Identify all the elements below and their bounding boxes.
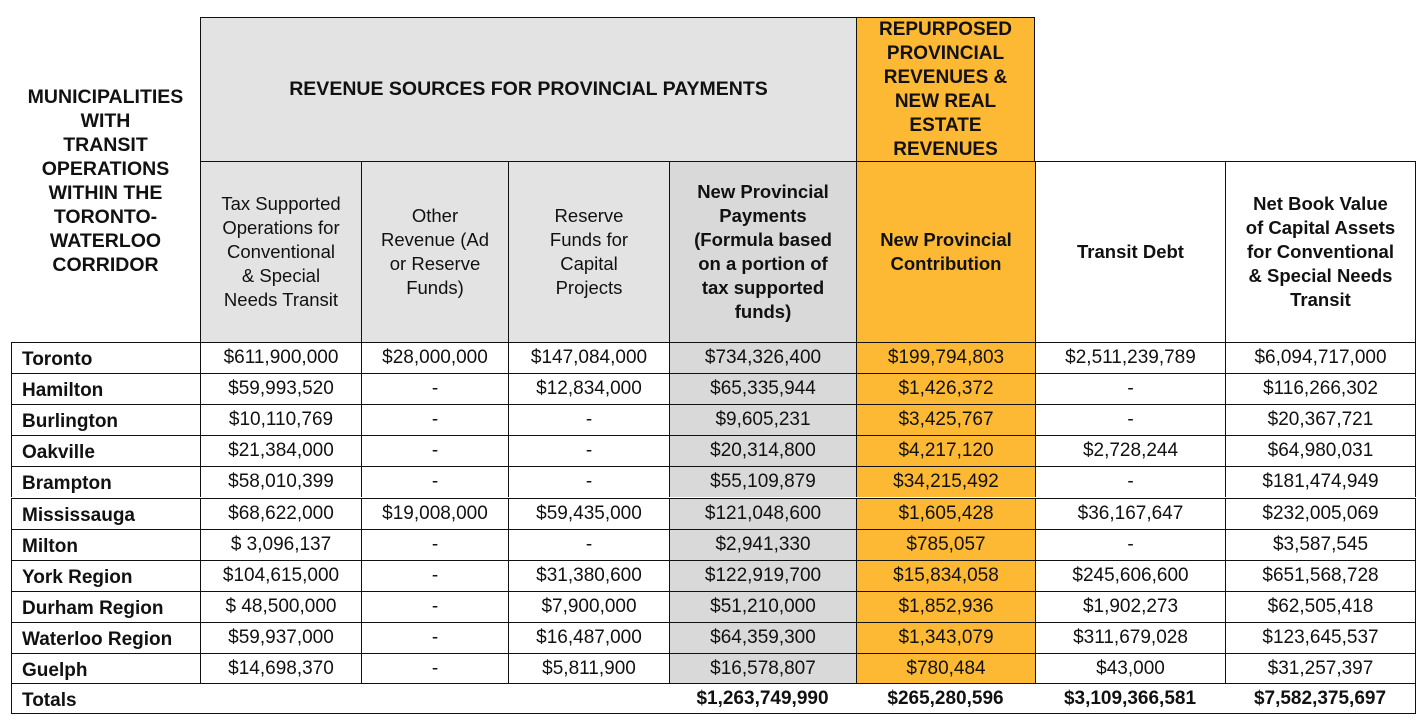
totals-blank — [200, 683, 669, 714]
table-cell-reserve_funds: $5,811,900 — [508, 653, 669, 684]
group-header-repurposed — [856, 17, 1035, 161]
header-line: funds) — [734, 301, 792, 322]
total-net_book_value: $7,582,375,697 — [1225, 683, 1416, 714]
row-label: Hamilton — [11, 373, 200, 404]
header-line: Needs Transit — [223, 289, 339, 310]
column-header-new_prov_contribution — [856, 161, 1035, 342]
column-header-transit_debt — [1035, 161, 1225, 342]
row-label: Brampton — [11, 466, 200, 497]
table-cell-other_revenue: - — [361, 373, 508, 404]
row-label: Milton — [11, 529, 200, 560]
row-label: Guelph — [11, 653, 200, 684]
header-line: Funds) — [406, 277, 464, 298]
table-cell-reserve_funds: - — [508, 404, 669, 435]
table-cell-other_revenue: - — [361, 435, 508, 466]
header-line: & Special Needs — [1248, 265, 1393, 286]
header-line: New Provincial — [880, 229, 1012, 250]
table-cell-net_book_value: $6,094,717,000 — [1225, 342, 1416, 373]
header-line: on a portion of — [698, 253, 828, 274]
header-line: Operations for — [222, 217, 340, 238]
table-cell-tax_supported: $ 48,500,000 — [200, 591, 361, 622]
header-line: WITHIN THE — [48, 182, 163, 204]
table-cell-new_prov_payments: $2,941,330 — [669, 529, 856, 560]
total-new_prov_payments: $1,263,749,990 — [669, 683, 856, 714]
header-line: (Formula based — [694, 229, 832, 250]
table-cell-net_book_value: $20,367,721 — [1225, 404, 1416, 435]
table-cell-new_prov_contribution: $1,852,936 — [856, 591, 1035, 622]
row-label: Durham Region — [11, 591, 200, 622]
header-text — [28, 85, 184, 277]
column-header-reserve_funds — [508, 161, 669, 342]
header-line: REPURPOSED — [878, 18, 1013, 40]
header-line: Revenue (Ad — [381, 229, 489, 250]
header-text — [1077, 240, 1184, 264]
table-cell-transit_debt: $1,902,273 — [1035, 591, 1225, 622]
header-line: Reserve — [554, 205, 624, 226]
row-label: Toronto — [11, 342, 200, 373]
header-line: Contribution — [890, 253, 1002, 274]
header-text — [880, 228, 1012, 276]
table-cell-net_book_value: $123,645,537 — [1225, 622, 1416, 653]
table-cell-reserve_funds: $31,380,600 — [508, 560, 669, 591]
table-cell-new_prov_payments: $64,359,300 — [669, 622, 856, 653]
header-line: WATERLOO — [49, 230, 162, 252]
table-cell-other_revenue: - — [361, 591, 508, 622]
table-cell-reserve_funds: - — [508, 466, 669, 497]
table-cell-tax_supported: $14,698,370 — [200, 653, 361, 684]
header-line: Net Book Value — [1253, 193, 1388, 214]
header-line: Funds for — [549, 229, 629, 250]
table-cell-other_revenue: - — [361, 529, 508, 560]
header-line: Payments — [719, 205, 807, 226]
table-cell-other_revenue: - — [361, 622, 508, 653]
header-line: Transit Debt — [1077, 241, 1184, 262]
row-label: Burlington — [11, 404, 200, 435]
table-cell-reserve_funds: $7,900,000 — [508, 591, 669, 622]
table-cell-new_prov_payments: $9,605,231 — [669, 404, 856, 435]
table-cell-net_book_value: $62,505,418 — [1225, 591, 1416, 622]
header-line: tax supported — [701, 277, 825, 298]
table-cell-transit_debt: - — [1035, 373, 1225, 404]
table-cell-reserve_funds: - — [508, 435, 669, 466]
header-line: REVENUES — [893, 138, 998, 160]
column-header-tax_supported — [200, 161, 361, 342]
header-line: for Conventional — [1247, 241, 1394, 262]
table-cell-net_book_value: $31,257,397 — [1225, 653, 1416, 684]
header-text — [879, 18, 1012, 162]
total-transit_debt: $3,109,366,581 — [1035, 683, 1225, 714]
group-header-revenue-sources — [200, 17, 856, 161]
table-cell-transit_debt: $36,167,647 — [1035, 498, 1225, 529]
table-cell-transit_debt: - — [1035, 529, 1225, 560]
table-cell-other_revenue: $19,008,000 — [361, 498, 508, 529]
header-line: & Special — [241, 265, 321, 286]
table-cell-new_prov_contribution: $1,343,079 — [856, 622, 1035, 653]
header-line: PROVINCIAL — [886, 42, 1005, 64]
header-line: New Provincial — [697, 181, 829, 202]
table-cell-new_prov_contribution: $4,217,120 — [856, 435, 1035, 466]
table-cell-transit_debt: - — [1035, 404, 1225, 435]
table-cell-tax_supported: $59,937,000 — [200, 622, 361, 653]
table-cell-new_prov_payments: $734,326,400 — [669, 342, 856, 373]
table-cell-net_book_value: $651,568,728 — [1225, 560, 1416, 591]
header-line: ESTATE — [909, 114, 982, 136]
corner-header — [11, 17, 200, 342]
table-cell-tax_supported: $104,615,000 — [200, 560, 361, 591]
table-cell-new_prov_contribution: $1,426,372 — [856, 373, 1035, 404]
header-line: TORONTO- — [53, 206, 158, 228]
table-cell-tax_supported: $68,622,000 — [200, 498, 361, 529]
table-cell-new_prov_contribution: $785,057 — [856, 529, 1035, 560]
table-cell-new_prov_contribution: $34,215,492 — [856, 466, 1035, 497]
table-cell-reserve_funds: $147,084,000 — [508, 342, 669, 373]
table-cell-new_prov_payments: $121,048,600 — [669, 498, 856, 529]
header-line: Conventional — [227, 241, 335, 262]
header-line: Tax Supported — [221, 193, 341, 214]
header-text — [550, 204, 628, 300]
header-line: TRANSIT — [63, 134, 148, 156]
row-label: Oakville — [11, 435, 200, 466]
header-line: MUNICIPALITIES — [27, 86, 184, 108]
table-cell-new_prov_contribution: $15,834,058 — [856, 560, 1035, 591]
table-cell-transit_debt: $311,679,028 — [1035, 622, 1225, 653]
table-cell-net_book_value: $3,587,545 — [1225, 529, 1416, 560]
header-line: CORRIDOR — [52, 254, 159, 276]
table-cell-tax_supported: $10,110,769 — [200, 404, 361, 435]
table-cell-transit_debt: $2,511,239,789 — [1035, 342, 1225, 373]
table-cell-other_revenue: - — [361, 404, 508, 435]
header-line: Transit — [1290, 289, 1351, 310]
table-cell-new_prov_payments: $65,335,944 — [669, 373, 856, 404]
header-line: of Capital Assets — [1245, 217, 1396, 238]
table-cell-transit_debt: $2,728,244 — [1035, 435, 1225, 466]
header-line: Other — [411, 205, 459, 226]
table-cell-transit_debt: $43,000 — [1035, 653, 1225, 684]
table-cell-reserve_funds: $59,435,000 — [508, 498, 669, 529]
column-header-new_prov_payments — [669, 161, 856, 342]
totals-label: Totals — [11, 683, 200, 714]
table-cell-other_revenue: - — [361, 560, 508, 591]
table-cell-other_revenue: - — [361, 653, 508, 684]
row-label: Mississauga — [11, 498, 200, 529]
table-cell-tax_supported: $ 3,096,137 — [200, 529, 361, 560]
table-cell-reserve_funds: - — [508, 529, 669, 560]
table-cell-new_prov_contribution: $3,425,767 — [856, 404, 1035, 435]
table-cell-tax_supported: $611,900,000 — [200, 342, 361, 373]
header-line: Projects — [555, 277, 623, 298]
table-cell-new_prov_payments: $122,919,700 — [669, 560, 856, 591]
header-line: NEW REAL — [894, 90, 997, 112]
table-cell-reserve_funds: $12,834,000 — [508, 373, 669, 404]
table-cell-new_prov_payments: $20,314,800 — [669, 435, 856, 466]
header-line: REVENUES & — [883, 66, 1008, 88]
table-cell-reserve_funds: $16,487,000 — [508, 622, 669, 653]
table-cell-new_prov_contribution: $1,605,428 — [856, 498, 1035, 529]
header-line: or Reserve — [389, 253, 481, 274]
row-label: Waterloo Region — [11, 622, 200, 653]
table-cell-new_prov_payments: $51,210,000 — [669, 591, 856, 622]
table-cell-new_prov_payments: $55,109,879 — [669, 466, 856, 497]
table-cell-net_book_value: $64,980,031 — [1225, 435, 1416, 466]
table-cell-net_book_value: $181,474,949 — [1225, 466, 1416, 497]
total-new_prov_contribution: $265,280,596 — [856, 683, 1035, 714]
table-cell-tax_supported: $59,993,520 — [200, 373, 361, 404]
group-header-label: REVENUE SOURCES FOR PROVINCIAL PAYMENTS — [289, 78, 768, 100]
header-text — [221, 192, 340, 312]
header-line: Capital — [560, 253, 618, 274]
table-cell-new_prov_contribution: $199,794,803 — [856, 342, 1035, 373]
header-line: OPERATIONS — [41, 158, 170, 180]
table-cell-other_revenue: $28,000,000 — [361, 342, 508, 373]
table-cell-tax_supported: $21,384,000 — [200, 435, 361, 466]
table-cell-tax_supported: $58,010,399 — [200, 466, 361, 497]
column-header-other_revenue — [361, 161, 508, 342]
header-text — [694, 180, 832, 324]
table-cell-transit_debt: $245,606,600 — [1035, 560, 1225, 591]
header-text — [381, 204, 489, 300]
table-cell-other_revenue: - — [361, 466, 508, 497]
table-cell-new_prov_contribution: $780,484 — [856, 653, 1035, 684]
column-header-net_book_value — [1225, 161, 1416, 342]
table-cell-new_prov_payments: $16,578,807 — [669, 653, 856, 684]
header-line: WITH — [80, 110, 131, 132]
table-cell-transit_debt: - — [1035, 466, 1225, 497]
header-text — [1246, 192, 1395, 312]
table-cell-net_book_value: $116,266,302 — [1225, 373, 1416, 404]
table-cell-net_book_value: $232,005,069 — [1225, 498, 1416, 529]
row-label: York Region — [11, 560, 200, 591]
